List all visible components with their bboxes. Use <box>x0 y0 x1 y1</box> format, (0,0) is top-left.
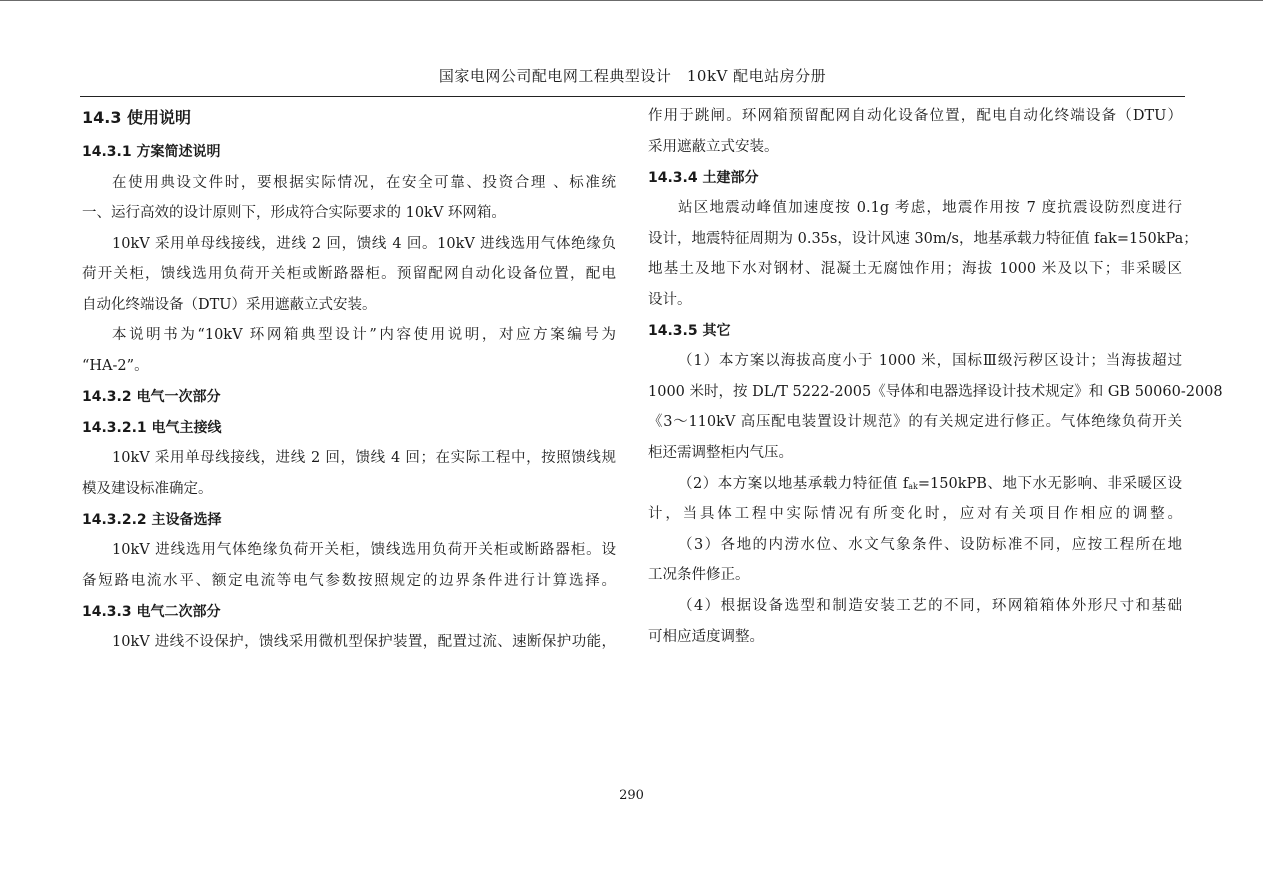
text-line: （1）本方案以海拔高度小于 1000 米，国标Ⅲ级污秽区设计；当海拔超过 <box>678 353 1182 369</box>
text-line: 计，当具体工程中实际情况有所变化时，应对有关项目作相应的调整。 <box>648 506 1182 522</box>
text-line: 地基土及地下水对钢材、混凝土无腐蚀作用；海拔 1000 米及以下；非采暖区 <box>648 261 1182 277</box>
text-line: 设计，地震特征周期为 0.35s，设计风速 30m/s，地基承载力特征值 fak=150kPa； <box>648 231 1198 247</box>
text-line: 作用于跳闸。环网箱预留配网自动化设备位置，配电自动化终端设备（DTU） <box>648 108 1182 124</box>
heading-14-3-1: 14.3.1 方案简述说明 <box>82 144 221 160</box>
heading-14-3-2-1: 14.3.2.1 电气主接线 <box>82 420 222 436</box>
page-header <box>80 60 1185 97</box>
text-line: 10kV 进线不设保护，馈线采用微机型保护装置，配置过流、速断保护功能， <box>112 634 616 650</box>
subscript-ak: ak <box>908 482 918 491</box>
text-line: 一、运行高效的设计原则下，形成符合实际要求的 10kV 环网箱。 <box>82 205 506 221</box>
text-line: 可相应适度调整。 <box>648 629 764 645</box>
text-line: 10kV 进线选用气体绝缘负荷开关柜，馈线选用负荷开关柜或断路器柜。设 <box>112 542 616 558</box>
header-title: 国家电网公司配电网工程典型设计 10kV 配电站房分册 <box>438 67 827 85</box>
top-border-line <box>0 0 1263 1</box>
heading-14-3-2-2: 14.3.2.2 主设备选择 <box>82 512 222 528</box>
text-line: 1000 米时，按 DL/T 5222-2005《导体和电器选择设计技术规定》和 GB 50060-2008 <box>648 384 1223 400</box>
text-line: 10kV 采用单母线接线，进线 2 回，馈线 4 回；在实际工程中，按照馈线规 <box>112 450 616 466</box>
text-line: 在使用典设文件时，要根据实际情况，在安全可靠、投资合理 、标准统 <box>112 175 616 191</box>
page-number: 290 <box>619 788 644 803</box>
text-line: 备短路电流水平、额定电流等电气参数按照规定的边界条件进行计算选择。 <box>82 573 616 589</box>
section-heading-14-3: 14.3 使用说明 <box>82 108 192 127</box>
text-line: （4）根据设备选型和制造安装工艺的不同，环网箱箱体外形尺寸和基础 <box>678 598 1182 614</box>
text-fragment: （2）本方案以地基承载力特征值 f <box>678 476 909 492</box>
heading-14-3-5: 14.3.5 其它 <box>648 323 731 339</box>
text-line: 采用遮蔽立式安装。 <box>648 139 779 155</box>
text-line: 自动化终端设备（DTU）采用遮蔽立式安装。 <box>82 297 377 313</box>
text-line <box>648 474 1182 497</box>
heading-14-3-2: 14.3.2 电气一次部分 <box>82 389 221 405</box>
text-line: （3）各地的内涝水位、水文气象条件、设防标准不同，应按工程所在地 <box>678 537 1182 553</box>
text-line: 柜还需调整柜内气压。 <box>648 445 793 461</box>
text-line: 《3～110kV 高压配电装置设计规范》的有关规定进行修正。气体绝缘负荷开关 <box>648 414 1182 430</box>
text-line: 站区地震动峰值加速度按 0.1g 考虑，地震作用按 7 度抗震设防烈度进行 <box>678 200 1182 216</box>
text-line: “HA-2”。 <box>82 358 149 374</box>
text-line: 10kV 采用单母线接线，进线 2 回，馈线 4 回。10kV 进线选用气体绝缘负 <box>112 236 616 252</box>
text-line: 工况条件修正。 <box>648 567 750 583</box>
heading-14-3-4: 14.3.4 土建部分 <box>648 170 759 186</box>
text-fragment: =150kPB、地下水无影响、非采暖区设 <box>917 476 1182 492</box>
heading-14-3-3: 14.3.3 电气二次部分 <box>82 604 221 620</box>
text-line: 模及建设标准确定。 <box>82 481 213 497</box>
text-line: 荷开关柜，馈线选用负荷开关柜或断路器柜。预留配网自动化设备位置，配电 <box>82 266 616 282</box>
text-line: 设计。 <box>648 292 692 308</box>
text-line: 本说明书为“10kV 环网箱典型设计”内容使用说明，对应方案编号为 <box>112 327 616 343</box>
